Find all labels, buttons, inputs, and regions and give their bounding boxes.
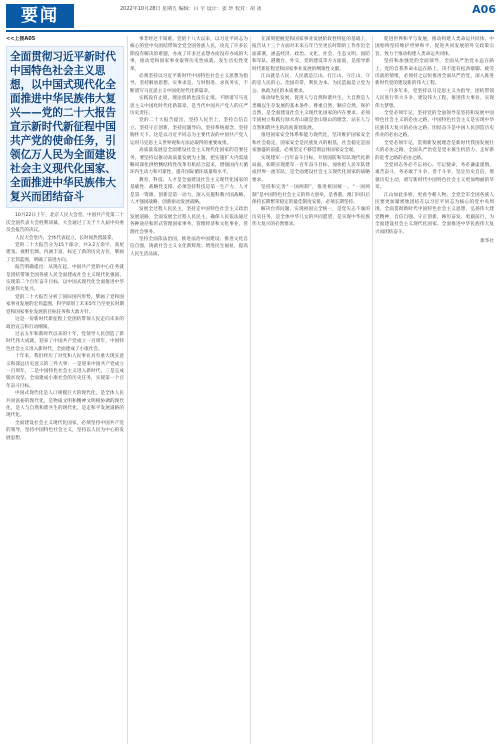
section-title: 要闻 <box>21 6 59 26</box>
paragraph: 事非经过不知难。党的十八大以来，以习近平同志为核心的党中央团结带领全党全国各族人民，攻克了许多长期没有解决的难题，办成了许多过去想办而没有办成的大事，推动党和国家事业取得历史性成就、发生历史性变革。 <box>130 37 248 72</box>
paragraph: 促进世界和平与发展，推动构建人类命运共同体。中国始终坚持维护世界和平、促进共同发展的外交政策宗旨，致力于推动构建人类命运共同体。 <box>375 37 494 57</box>
paragraph: 发展全过程人民民主，坚持走中国特色社会主义政治发展道路，全面发展全过程人民民主，确保人民依法通过各种途径和形式管理国家事务，管理经济和文化事业，管理社会事务。 <box>130 207 248 235</box>
column-body <box>130 36 248 258</box>
paragraph: 江山如此多娇，更看今朝人物。全党全军全国各族人民要更加紧密地团结在以习近平同志为核心的党中央周围，全面贯彻新时代中国特色社会主义思想，弘扬伟大建党精神，自信自强、守正创新，踔厉奋发、勇毅前行，为全面建设社会主义现代化国家、全面推进中华民族伟大复兴而团结奋斗。 <box>375 192 494 235</box>
column-divider <box>127 36 128 744</box>
paragraph: 实现建军一百年奋斗目标，开创国防和军队现代化新局面。如期实现建军一百年奋斗目标，加快把人民军队建成世界一流军队，是全面建设社会主义现代化国家的战略要求。 <box>252 155 370 183</box>
paragraph: 全面建设社会主义现代化国家，必须坚持中国共产党的领导，坚持中国特色社会主义，坚持以人民为中心的发展思想。 <box>6 420 124 441</box>
section-logo <box>6 4 74 28</box>
continued-from-note: <<上接A05 <box>6 36 36 42</box>
paragraph: 高质量发展是全面建设社会主义现代化国家的首要任务。要坚持以推动高质量发展为主题，把实施扩大内需战略同深化供给侧结构性改革有机结合起来，增强国内大循环内生动力和可靠性，提升国际循环质量和水平。 <box>130 148 248 176</box>
article-column-2 <box>130 36 248 746</box>
paragraph: 全党必须牢记，坚持党的全面领导是坚持和发展中国特色社会主义的必由之路，中国特色社会主义是实现中华民族伟大复兴的必由之路，团结奋斗是中国人民创造历史伟业的必由之路。 <box>375 111 494 139</box>
paragraph: 推进国家安全体系和能力现代化，坚决维护国家安全和社会稳定。国家安全是民族复兴的根基，社会稳定是国家强盛的前提。必须坚定不移贯彻总体国家安全观。 <box>252 133 370 154</box>
edition-info: 2022年10月28日 星期五 编辑：吕 宇 设计：姜 珍 校对：胡 冰 <box>120 6 262 12</box>
column-body <box>375 36 494 236</box>
article-headline: 全面贯彻习近平新时代中国特色社会主义思想，以中国式现代化全面推进中华民族伟大复兴——党的二十大报告宣示新时代新征程中国共产党的使命任务，引领亿万人民为全面建设社会主义现代化国家、全面推进中华民族伟大复兴而团结奋斗 <box>6 46 124 208</box>
paragraph: 教育、科技、人才是全面建设社会主义现代化国家的基础性、战略性支撑。必须坚持科技是第一生产力、人才是第一资源、创新是第一动力，深入实施科教兴国战略、人才强国战略、创新驱动发展战略。 <box>130 177 248 205</box>
column-divider <box>372 36 373 744</box>
paragraph: 全党必须牢记，贯彻新发展理念是新时代我国发展壮大的必由之路，全面从严治党是党永葆生机活力、走好新的赶考之路的必由之路。 <box>375 140 494 161</box>
article-column-4 <box>375 36 494 746</box>
byline: 新华社 <box>480 238 494 244</box>
column-body <box>252 36 370 229</box>
paragraph: 一百多年来，党坚持以马克思主义为指导，团结带领人民进行伟大斗争、建设伟大工程、推进伟大事业、实现伟大梦想。 <box>375 88 494 109</box>
column-divider <box>250 36 251 744</box>
page-number: A06 <box>472 3 496 16</box>
article-column-3 <box>252 36 370 746</box>
paragraph: 必须坚持以习近平新时代中国特色社会主义思想为指导，坚持解放思想、实事求是、与时俱进、求真务实，不断谱写马克思主义中国化时代化新篇章。 <box>130 74 248 94</box>
paragraph: 这是一份新时代新征程上党团结带领人民走向未来的政治宣言和行动纲领。 <box>6 317 124 330</box>
paragraph: 人民大会堂内，全体代表起立，长时间热烈鼓掌。 <box>15 235 117 241</box>
paragraph: 全党同志务必不忘初心、牢记使命，务必谦虚谨慎、艰苦奋斗，务必敢于斗争、善于斗争，坚定历史自信，增强历史主动，谱写新时代中国特色社会主义更加绚丽的华章。 <box>375 162 494 191</box>
paragraph: 江山就是人民，人民就是江山。打江山、守江山，守的是人民的心。治国有常，利民为本。为民造福是立党为公、执政为民的本质要求。 <box>252 74 370 94</box>
paragraph: 在深刻把握党和国家事业发展阶段性特征的基础上，报告从十三个方面对未来五年乃至更长时期的工作作出全面部署，涵盖经济、政治、文化、社会、生态文明、国防和军队、港澳台、外交、党的建设等方方面面，是指导新时代新征程党和国家事业发展的纲领性文献。 <box>252 37 370 72</box>
paragraph: 党的二十大报告提出，坚持人民至上、坚持自信自立、坚持守正创新、坚持问题导向、坚持系统观念、坚持胸怀天下。这是以习近平同志为主要代表的中国共产党人运用马克思主义世界观和方法论取得的重要成果。 <box>130 118 248 146</box>
paragraph: 坚持和加强党的全面领导，全面从严治党永远在路上，党的自我革命永远在路上。决不能有松劲歇脚、疲劳厌战的情绪，必须持之以恒推进全面从严治党，深入推进新时代党的建设新的伟大工程。 <box>375 59 494 87</box>
paragraph: 中国式现代化是人口规模巨大的现代化，是全体人民共同富裕的现代化，是物质文明和精神文明相协调的现代化，是人与自然和谐共生的现代化，是走和平发展道路的现代化。 <box>6 391 124 419</box>
paragraph: 解决台湾问题、实现祖国完全统一，是党矢志不渝的历史任务，是全体中华儿女的共同愿望，是实现中华民族伟大复兴的必然要求。 <box>252 207 370 228</box>
paragraph: 推动绿色发展，促进人与自然和谐共生。大自然是人类赖以生存发展的基本条件。尊重自然、顺应自然、保护自然，是全面建设社会主义现代化国家的内在要求。必须牢固树立和践行绿水青山就是金山银山的理念，站在人与自然和谐共生的高度谋划发展。 <box>252 96 370 131</box>
paragraph: 坚持全面依法治国，推进法治中国建设；推进文化自信自强，铸就社会主义文化新辉煌；增进民生福祉，提高人民生活品质。 <box>130 236 248 257</box>
column-body <box>6 212 124 442</box>
paragraph: 10月22日上午，北京人民大会堂。中国共产党第二十次全国代表大会胜利闭幕，大会通过了关于十九届中央委员会报告的决议。 <box>6 213 124 234</box>
paragraph: 坚持和完善“一国两制”，推进祖国统一。“一国两制”是中国特色社会主义的伟大创举，是香港、澳门回归后保持长期繁荣稳定的最佳制度安排，必须长期坚持。 <box>252 185 370 205</box>
paragraph: 十年来，我们经历了对党和人民事业具有重大现实意义和深远历史意义的三件大事：一是迎来中国共产党成立一百周年，二是中国特色社会主义进入新时代，三是完成脱贫攻坚、全面建成小康社会的历史任务，实现第一个百年奋斗目标。 <box>6 354 124 389</box>
article-column-1 <box>6 36 124 746</box>
masthead-rule <box>6 30 494 32</box>
paragraph: 过去五年和新时代以来的十年，党领导人民创造了新时代伟大成就，迎来了中国共产党成立一百周年，中国特色社会主义进入新时代，全面建成了小康社会。 <box>6 331 124 352</box>
paragraph: 党的二十大报告分析了国际国内形势，擘画了党和国家事业发展的宏伟蓝图，科学谋划了未来5年乃至更长时期党和国家事业发展的目标任务和大政方针。 <box>6 294 124 315</box>
paragraph: 报告明确提出：从现在起，中国共产党的中心任务就是团结带领全国各族人民全面建成社会主义现代化强国、实现第二个百年奋斗目标，以中国式现代化全面推进中华民族伟大复兴。 <box>6 265 124 293</box>
masthead <box>0 0 500 30</box>
paragraph: 实践没有止境，理论创新也没有止境。不断谱写马克思主义中国化时代化新篇章，是当代中国共产党人的庄严历史责任。 <box>130 96 248 117</box>
paragraph: 党的二十大报告分为15个部分，共3.2万余字，高屋建瓴、视野宏阔、内涵丰富，标定了新的历史方位，擘画了宏伟蓝图，明确了前进方向。 <box>6 243 124 263</box>
